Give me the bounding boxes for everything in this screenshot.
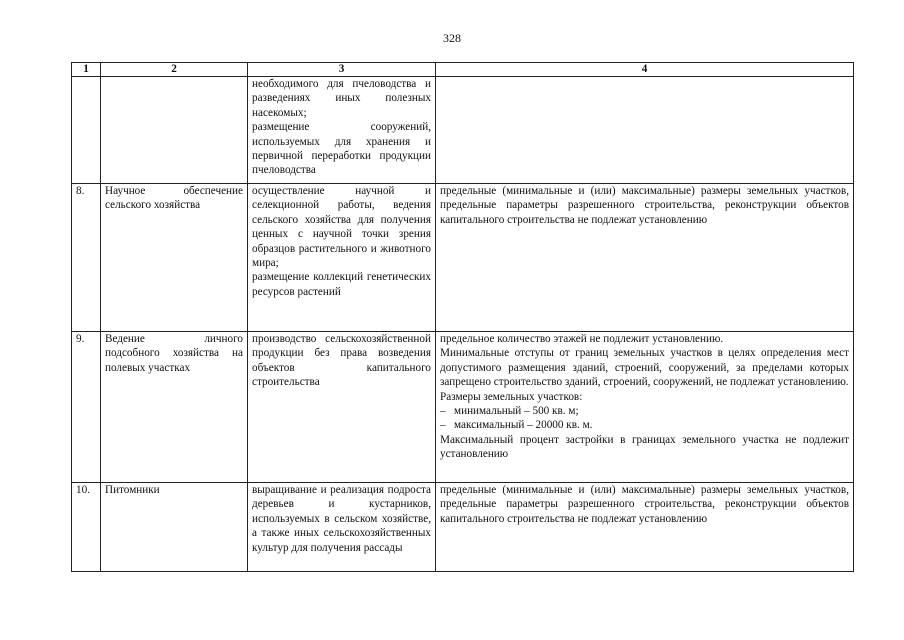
- page-number: 328: [443, 31, 461, 45]
- row-name: Питомники: [101, 483, 248, 572]
- params-list-item-text: минимальный – 500 кв. м;: [454, 405, 579, 418]
- row-description: [248, 332, 436, 483]
- row-params: [436, 184, 854, 332]
- row-number: 9.: [72, 332, 101, 483]
- table-header-row: [72, 63, 854, 77]
- column-header-4: 4: [436, 63, 854, 77]
- row-description: [248, 184, 436, 332]
- description-paragraph: необходимого для пчеловодства и разведениях иных полезных насекомых;: [252, 78, 431, 119]
- params-list-item-text: максимальный – 20000 кв. м.: [454, 419, 593, 432]
- params-paragraph: Минимальные отступы от границ земельных участков в целях определения мест допустимого размещения зданий, строений, сооружений, за пределами которых запрещено строительство зданий, строений, сооружений, не подлежат установлению.: [440, 347, 849, 389]
- row-number: 8.: [72, 184, 101, 332]
- description-paragraph: размещение коллекций генетических ресурсов растений: [252, 271, 431, 298]
- params-paragraph: Максимальный процент застройки в границах земельного участка не подлежит установлению: [440, 433, 849, 461]
- row-name: Ведение личного подсобного хозяйства на полевых участках: [101, 332, 248, 483]
- row-params: [436, 483, 854, 572]
- table-row: [72, 77, 854, 184]
- description-paragraph: осуществление научной и селекционной работы, ведения сельского хозяйства для получения ценных с научной точки зрения образцов растительного и животного мира;: [252, 185, 431, 270]
- params-list-item: – максимальный – 20000 кв. м.: [440, 419, 593, 432]
- params-paragraph: Размеры земельных участков:: [440, 390, 583, 403]
- params-list-item: – минимальный – 500 кв. м;: [440, 405, 579, 418]
- table-row: [72, 184, 854, 332]
- row-number: 10.: [72, 483, 101, 572]
- table-row: [72, 332, 854, 483]
- table-row: [72, 483, 854, 572]
- row-number: [72, 77, 101, 184]
- row-description: [248, 483, 436, 572]
- description-paragraph: выращивание и реализация подроста деревьев и кустарников, используемых в сельском хозяйстве, а также иных сельскохозяйственных культур для получения рассады: [252, 484, 431, 554]
- column-header-2: 2: [101, 63, 248, 77]
- row-params: [436, 332, 854, 483]
- params-paragraph: предельные (минимальные и (или) максимальные) размеры земельных участков, предельные параметры разрешенного строительства, реконструкции объектов капитального строительства не подлежат установлению: [440, 484, 849, 525]
- column-header-1: 1: [72, 63, 101, 77]
- params-paragraph: предельные (минимальные и (или) максимальные) размеры земельных участков, предельные параметры разрешенного строительства, реконструкции объектов капитального строительства не подлежат установлению: [440, 185, 849, 226]
- column-header-3: 3: [248, 63, 436, 77]
- row-description: [248, 77, 436, 184]
- row-params: [436, 77, 854, 184]
- row-name: [101, 77, 248, 184]
- description-paragraph: размещение сооружений, используемых для хранения и первичной переработки продукции пчеловодства: [252, 121, 431, 177]
- params-paragraph: предельное количество этажей не подлежит установлению.: [440, 333, 724, 345]
- regulations-table: [71, 62, 854, 572]
- row-name: Научное обеспечение сельского хозяйства: [101, 184, 248, 332]
- description-paragraph: производство сельскохозяйственной продукции без права возведения объектов капитального строительства: [252, 333, 431, 389]
